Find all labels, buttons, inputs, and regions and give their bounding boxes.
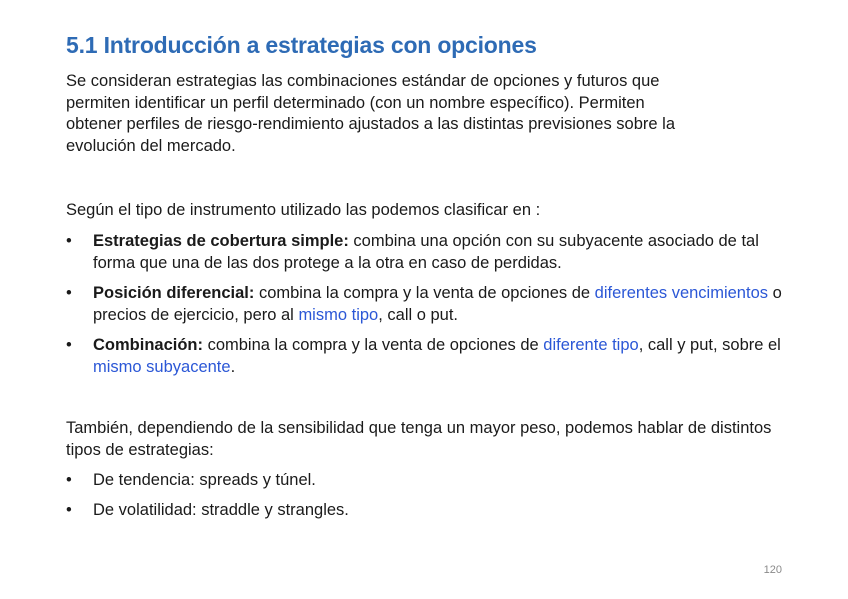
list-item	[66, 500, 786, 522]
intro-line: permiten identificar un perfil determinado (con un nombre específico). Permiten	[66, 93, 645, 112]
list-item	[66, 231, 786, 274]
bullet-icon: •	[66, 500, 72, 519]
intro-line: Se consideran estrategias las combinaciones estándar de opciones y futuros que	[66, 72, 660, 90]
page-number: 120	[763, 564, 782, 576]
type-term: Posición diferencial:	[93, 284, 255, 302]
strategy-categories-list	[66, 470, 786, 529]
type-highlight: diferentes vencimientos	[594, 284, 768, 302]
intro-line: obtener perfiles de riesgo-rendimiento ajustados a las distintas previsiones sobre la	[66, 115, 676, 133]
type-desc: combina la compra y la venta de opciones de	[254, 284, 595, 302]
classify-lead: Según el tipo de instrumento utilizado las podemos clasificar en :	[66, 201, 541, 219]
type-desc: combina la compra y la venta de opciones de	[203, 336, 544, 354]
strategy-types-list	[66, 231, 786, 387]
list-item	[66, 283, 786, 326]
type-desc: combina una opción con su subyacente asociado de tal forma que una de las dos protege a la otra en caso de perdidas.	[93, 232, 759, 272]
slide-title: 5.1 Introducción a estrategias con opciones	[66, 32, 537, 58]
type-desc: .	[230, 357, 236, 376]
type-highlight: mismo tipo	[298, 305, 379, 324]
list-item	[66, 470, 786, 492]
bullet-icon: •	[66, 471, 72, 489]
bullet-icon: •	[66, 336, 72, 354]
bullet-icon: •	[66, 284, 72, 302]
bullet-icon: •	[66, 232, 72, 250]
category-text: De tendencia: spreads y túnel.	[93, 471, 316, 489]
type-desc: o precios de ejercicio, pero al	[93, 284, 782, 324]
type-desc: , call o put.	[378, 305, 459, 324]
type-highlight: mismo subyacente	[93, 357, 231, 376]
category-text: De volatilidad: straddle y strangles.	[93, 500, 349, 519]
list-item	[66, 335, 786, 378]
type-term: Estrategias de cobertura simple:	[93, 232, 349, 250]
sensitivity-lead: También, dependiendo de la sensibilidad que tenga un mayor peso, podemos hablar de distintos tipos de estrategias:	[66, 419, 772, 459]
intro-line: evolución del mercado.	[66, 136, 236, 155]
intro-paragraph	[66, 71, 786, 157]
type-term: Combinación:	[93, 336, 203, 354]
type-highlight: diferente tipo	[543, 336, 639, 354]
type-desc: , call y put, sobre el	[638, 336, 781, 354]
